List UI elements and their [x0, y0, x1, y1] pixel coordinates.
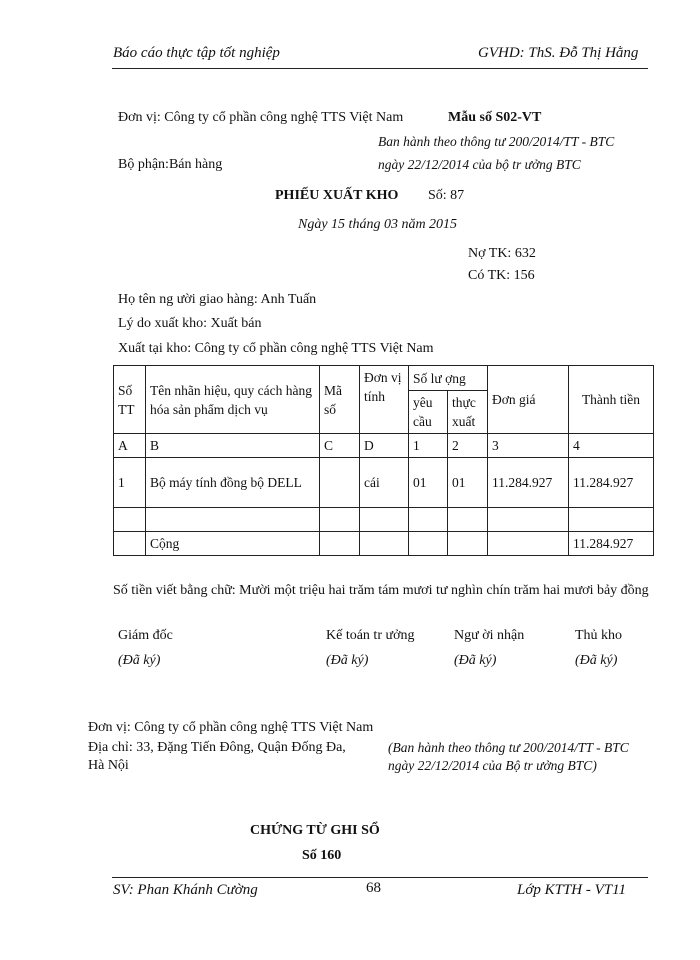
- footer-rule: [112, 877, 648, 878]
- credit-account: Có TK: 156: [468, 268, 535, 283]
- empty-row: [114, 508, 654, 532]
- signature-role-storekeeper: Thủ kho: [575, 628, 623, 643]
- header-right: GVHD: ThS. Đỗ Thị Hằng: [478, 45, 639, 61]
- signature-note-chief-accountant: (Đã ký): [326, 653, 369, 668]
- voucher-unit: Đơn vị: Công ty cổ phần công nghệ TTS Việt Nam: [118, 110, 404, 125]
- department: Bộ phận:Bán hàng: [118, 157, 223, 172]
- deliverer: Họ tên ng ười giao hàng: Anh Tuấn: [118, 292, 317, 307]
- code-cell: A: [114, 434, 146, 458]
- sum-total: 11.284.927: [569, 532, 654, 556]
- second-unit: Đơn vị: Công ty cổ phần công nghệ TTS Việt Nam: [88, 720, 374, 735]
- voucher-title: PHIẾU XUẤT KHO: [275, 188, 399, 203]
- row-actual: 01: [448, 458, 488, 508]
- row-unit: cái: [360, 458, 409, 508]
- voucher-number: Số: 87: [428, 188, 465, 203]
- header-total: Thành tiền: [569, 366, 654, 434]
- header-actual: thực xuất: [448, 391, 488, 434]
- signature-role-director: Giám đốc: [118, 628, 173, 643]
- row-stt: 1: [114, 458, 146, 508]
- sum-row: [114, 532, 654, 556]
- header-left: Báo cáo thực tập tốt nghiệp: [113, 45, 280, 61]
- header-name: Tên nhãn hiệu, quy cách hàng hóa sản phẩm dịch vụ: [146, 366, 320, 434]
- signature-role-receiver: Ngư ời nhận: [454, 628, 525, 643]
- signature-role-chief-accountant: Kế toán tr ưởng: [326, 628, 415, 643]
- code-cell: 4: [569, 434, 654, 458]
- header-requested: yêu cầu: [409, 391, 448, 434]
- voucher-date: Ngày 15 tháng 03 năm 2015: [298, 217, 458, 232]
- header-unit: Đơn vị tính: [360, 366, 409, 434]
- second-issued-line2: ngày 22/12/2014 của Bộ tr ưởng BTC): [388, 758, 597, 773]
- reason: Lý do xuất kho: Xuất bán: [118, 316, 262, 331]
- row-total: 11.284.927: [569, 458, 654, 508]
- header-quantity: Số lư ợng: [409, 366, 488, 391]
- signature-note-receiver: (Đã ký): [454, 653, 497, 668]
- code-cell: 2: [448, 434, 488, 458]
- sum-label: Cộng: [146, 532, 320, 556]
- header-stt: Số TT: [114, 366, 146, 434]
- goods-table: [113, 365, 654, 556]
- header-rule: [112, 68, 648, 69]
- row-price: 11.284.927: [488, 458, 569, 508]
- header-code: Mã số: [320, 366, 360, 434]
- debit-account: Nợ TK: 632: [468, 246, 536, 261]
- warehouse: Xuất tại kho: Công ty cổ phần công nghệ TTS Việt Nam: [118, 341, 434, 356]
- issued-line2: ngày 22/12/2014 của bộ tr ưởng BTC: [378, 157, 581, 172]
- issued-line1: Ban hành theo thông tư 200/2014/TT - BTC: [378, 134, 615, 149]
- footer-right: Lớp KTTH - VT11: [517, 882, 627, 898]
- code-cell: C: [320, 434, 360, 458]
- form-number: Mẫu số S02-VT: [448, 110, 542, 125]
- page-number: 68: [366, 880, 381, 896]
- second-issued-line1: (Ban hành theo thông tư 200/2014/TT - BTC: [388, 740, 629, 755]
- second-address-line2: Hà Nội: [88, 758, 129, 773]
- code-cell: 3: [488, 434, 569, 458]
- code-cell: B: [146, 434, 320, 458]
- code-cell: 1: [409, 434, 448, 458]
- row-code: [320, 458, 360, 508]
- code-cell: D: [360, 434, 409, 458]
- row-name: Bộ máy tính đồng bộ DELL: [146, 458, 320, 508]
- table-row: [114, 458, 654, 508]
- second-address-line1: Địa chỉ: 33, Đặng Tiến Đông, Quận Đống Đa,: [88, 740, 346, 755]
- signature-note-director: (Đã ký): [118, 653, 161, 668]
- footer-left: SV: Phan Khánh Cường: [113, 882, 258, 898]
- second-title: CHỨNG TỪ GHI SỔ: [250, 823, 380, 838]
- code-row: [114, 434, 654, 458]
- signature-note-storekeeper: (Đã ký): [575, 653, 618, 668]
- second-number: Số 160: [302, 848, 342, 863]
- row-requested: 01: [409, 458, 448, 508]
- amount-in-words: Số tiền viết bằng chữ: Mười một triệu hai trăm tám mươi tư nghìn chín trăm hai mươi bảy đồng: [113, 583, 649, 598]
- header-price: Đơn giá: [488, 366, 569, 434]
